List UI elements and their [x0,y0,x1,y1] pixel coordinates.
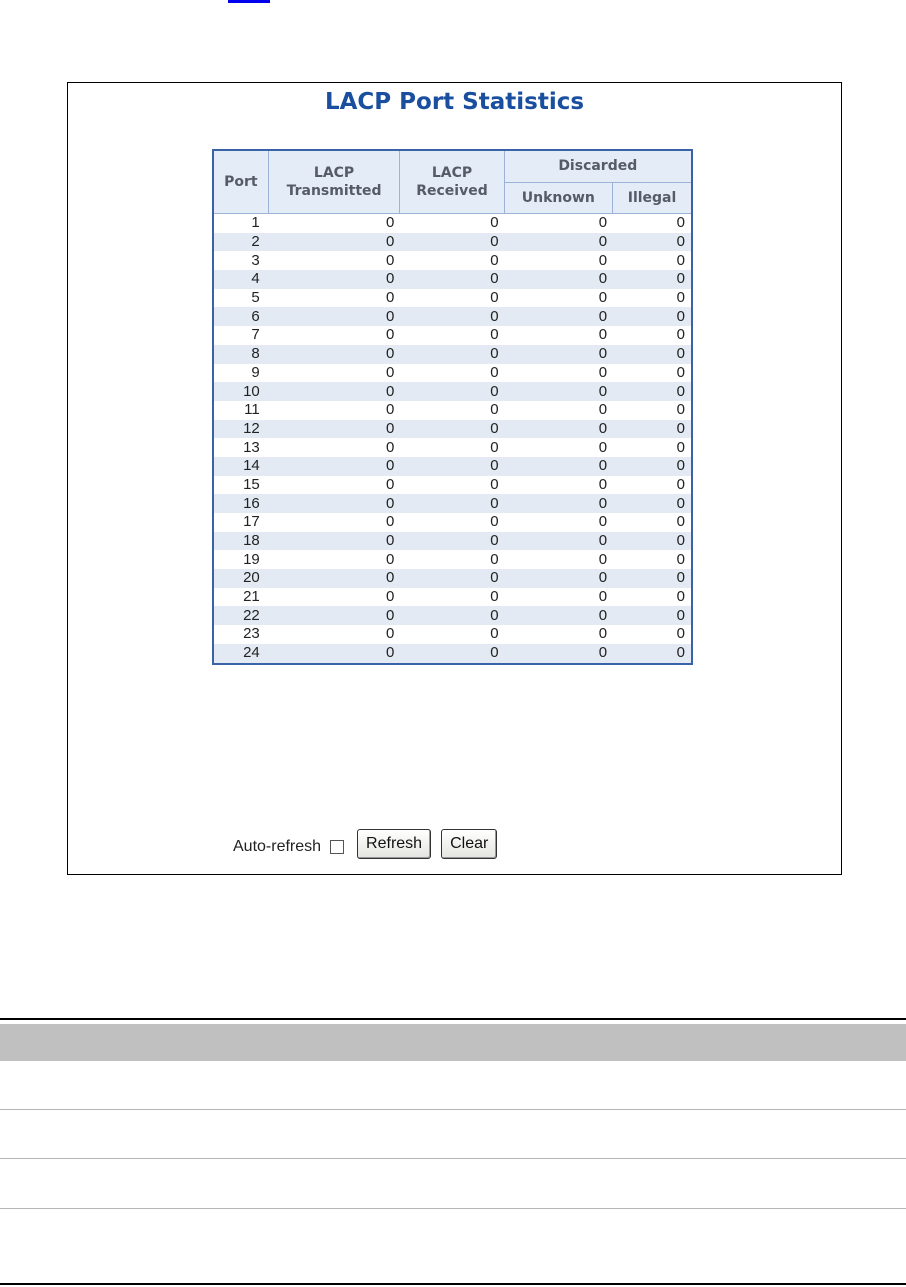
column-header-port: Port [214,151,269,214]
description-table-header [0,1024,906,1061]
lacp-transmitted-cell: 0 [269,513,401,532]
port-cell: 4 [214,270,269,289]
column-header-discarded: Discarded [505,151,691,183]
table-row [214,307,691,326]
table-row [214,588,691,607]
lacp-received-cell: 0 [400,532,504,551]
lacp-received-cell: 0 [400,326,504,345]
lacp-received-cell: 0 [400,438,504,457]
discarded-unknown-cell: 0 [505,532,613,551]
lacp-transmitted-cell: 0 [269,532,401,551]
port-cell: 7 [214,326,269,345]
column-header-lacp-received [400,151,504,214]
discarded-illegal-cell: 0 [613,644,691,663]
column-header-lacp-received-line2: Received [416,183,488,199]
lacp-transmitted-cell: 0 [269,494,401,513]
port-cell: 21 [214,588,269,607]
lacp-received-cell: 0 [400,569,504,588]
column-header-lacp-transmitted-line2: Transmitted [286,183,382,199]
table-row [214,644,691,663]
lacp-transmitted-cell: 0 [269,550,401,569]
lacp-received-cell: 0 [400,270,504,289]
lacp-received-cell: 0 [400,606,504,625]
lacp-received-cell: 0 [400,513,504,532]
table-row [214,513,691,532]
table-row [214,345,691,364]
table-row [214,438,691,457]
discarded-unknown-cell: 0 [505,420,613,439]
lacp-transmitted-cell: 0 [269,438,401,457]
lacp-received-cell: 0 [400,345,504,364]
port-cell: 14 [214,457,269,476]
table-row [214,364,691,383]
port-cell: 19 [214,550,269,569]
discarded-illegal-cell: 0 [613,438,691,457]
discarded-unknown-cell: 0 [505,644,613,663]
discarded-unknown-cell: 0 [505,289,613,308]
discarded-illegal-cell: 0 [613,251,691,270]
discarded-illegal-cell: 0 [613,233,691,252]
auto-refresh-label: Auto-refresh [233,838,322,855]
discarded-illegal-cell: 0 [613,364,691,383]
port-cell: 12 [214,420,269,439]
table-row [214,550,691,569]
port-cell: 17 [214,513,269,532]
discarded-unknown-cell: 0 [505,307,613,326]
discarded-unknown-cell: 0 [505,438,613,457]
lacp-received-cell: 0 [400,625,504,644]
lacp-transmitted-cell: 0 [269,233,401,252]
lacp-received-cell: 0 [400,214,504,233]
description-table-top-rule [0,1018,906,1020]
port-cell: 11 [214,401,269,420]
lacp-transmitted-cell: 0 [269,644,401,663]
refresh-button[interactable]: Refresh [357,829,431,859]
port-cell: 22 [214,606,269,625]
table-row [214,532,691,551]
table-row [214,251,691,270]
discarded-unknown-cell: 0 [505,382,613,401]
discarded-illegal-cell: 0 [613,625,691,644]
discarded-illegal-cell: 0 [613,401,691,420]
port-cell: 5 [214,289,269,308]
table-row [214,401,691,420]
lacp-transmitted-cell: 0 [269,270,401,289]
table-row [214,476,691,495]
column-header-illegal: Illegal [613,183,691,215]
port-cell: 13 [214,438,269,457]
discarded-unknown-cell: 0 [505,476,613,495]
table-row [214,382,691,401]
discarded-illegal-cell: 0 [613,494,691,513]
table-row [214,569,691,588]
port-cell: 16 [214,494,269,513]
discarded-illegal-cell: 0 [613,550,691,569]
discarded-unknown-cell: 0 [505,457,613,476]
table-row [214,289,691,308]
lacp-transmitted-cell: 0 [269,606,401,625]
port-cell: 24 [214,644,269,663]
discarded-unknown-cell: 0 [505,345,613,364]
port-cell: 2 [214,233,269,252]
lacp-transmitted-cell: 0 [269,588,401,607]
lacp-received-cell: 0 [400,644,504,663]
lacp-transmitted-cell: 0 [269,345,401,364]
discarded-unknown-cell: 0 [505,364,613,383]
lacp-transmitted-cell: 0 [269,625,401,644]
discarded-illegal-cell: 0 [613,420,691,439]
lacp-transmitted-cell: 0 [269,326,401,345]
discarded-unknown-cell: 0 [505,588,613,607]
table-row [214,326,691,345]
description-table-bottom-rule [0,1283,906,1285]
discarded-illegal-cell: 0 [613,569,691,588]
discarded-unknown-cell: 0 [505,233,613,252]
lacp-transmitted-cell: 0 [269,289,401,308]
lacp-transmitted-cell: 0 [269,569,401,588]
lacp-received-cell: 0 [400,401,504,420]
lacp-received-cell: 0 [400,476,504,495]
statistics-table-body [214,214,691,663]
lacp-received-cell: 0 [400,307,504,326]
auto-refresh-checkbox[interactable] [330,840,344,854]
column-header-lacp-received-line1: LACP [431,165,473,181]
discarded-unknown-cell: 0 [505,513,613,532]
lacp-statistics-table [212,149,693,665]
discarded-unknown-cell: 0 [505,625,613,644]
lacp-transmitted-cell: 0 [269,307,401,326]
discarded-illegal-cell: 0 [613,588,691,607]
port-cell: 15 [214,476,269,495]
description-row-divider [0,1158,906,1159]
port-cell: 9 [214,364,269,383]
discarded-unknown-cell: 0 [505,550,613,569]
column-header-unknown: Unknown [505,183,613,215]
discarded-unknown-cell: 0 [505,569,613,588]
table-row [214,625,691,644]
column-header-lacp-transmitted [269,151,401,214]
lacp-received-cell: 0 [400,457,504,476]
discarded-illegal-cell: 0 [613,270,691,289]
discarded-illegal-cell: 0 [613,532,691,551]
discarded-illegal-cell: 0 [613,513,691,532]
top-link-fragment[interactable] [228,0,270,3]
discarded-illegal-cell: 0 [613,326,691,345]
discarded-illegal-cell: 0 [613,606,691,625]
lacp-transmitted-cell: 0 [269,251,401,270]
port-cell: 1 [214,214,269,233]
lacp-received-cell: 0 [400,382,504,401]
lacp-received-cell: 0 [400,550,504,569]
discarded-illegal-cell: 0 [613,476,691,495]
discarded-unknown-cell: 0 [505,606,613,625]
discarded-illegal-cell: 0 [613,457,691,476]
lacp-received-cell: 0 [400,251,504,270]
screenshot-frame [67,82,842,875]
port-cell: 23 [214,625,269,644]
lacp-received-cell: 0 [400,289,504,308]
table-row [214,270,691,289]
discarded-illegal-cell: 0 [613,214,691,233]
description-row-divider [0,1208,906,1209]
discarded-illegal-cell: 0 [613,382,691,401]
table-row [214,494,691,513]
lacp-received-cell: 0 [400,233,504,252]
table-row [214,420,691,439]
discarded-unknown-cell: 0 [505,401,613,420]
page-title: LACP Port Statistics [324,89,585,115]
table-row [214,457,691,476]
description-row-divider [0,1109,906,1110]
lacp-transmitted-cell: 0 [269,382,401,401]
discarded-illegal-cell: 0 [613,307,691,326]
discarded-unknown-cell: 0 [505,494,613,513]
port-cell: 18 [214,532,269,551]
lacp-received-cell: 0 [400,364,504,383]
refresh-controls [233,829,507,859]
table-row [214,606,691,625]
column-header-lacp-transmitted-line1: LACP [313,165,355,181]
table-row [214,214,691,233]
lacp-transmitted-cell: 0 [269,420,401,439]
lacp-received-cell: 0 [400,588,504,607]
port-cell: 6 [214,307,269,326]
discarded-unknown-cell: 0 [505,326,613,345]
port-cell: 3 [214,251,269,270]
table-row [214,233,691,252]
lacp-transmitted-cell: 0 [269,401,401,420]
discarded-unknown-cell: 0 [505,251,613,270]
clear-button[interactable]: Clear [441,829,497,859]
port-cell: 20 [214,569,269,588]
port-cell: 10 [214,382,269,401]
discarded-unknown-cell: 0 [505,270,613,289]
lacp-received-cell: 0 [400,494,504,513]
lacp-transmitted-cell: 0 [269,457,401,476]
discarded-illegal-cell: 0 [613,289,691,308]
lacp-transmitted-cell: 0 [269,214,401,233]
lacp-transmitted-cell: 0 [269,476,401,495]
lacp-received-cell: 0 [400,420,504,439]
port-cell: 8 [214,345,269,364]
discarded-unknown-cell: 0 [505,214,613,233]
lacp-transmitted-cell: 0 [269,364,401,383]
discarded-illegal-cell: 0 [613,345,691,364]
